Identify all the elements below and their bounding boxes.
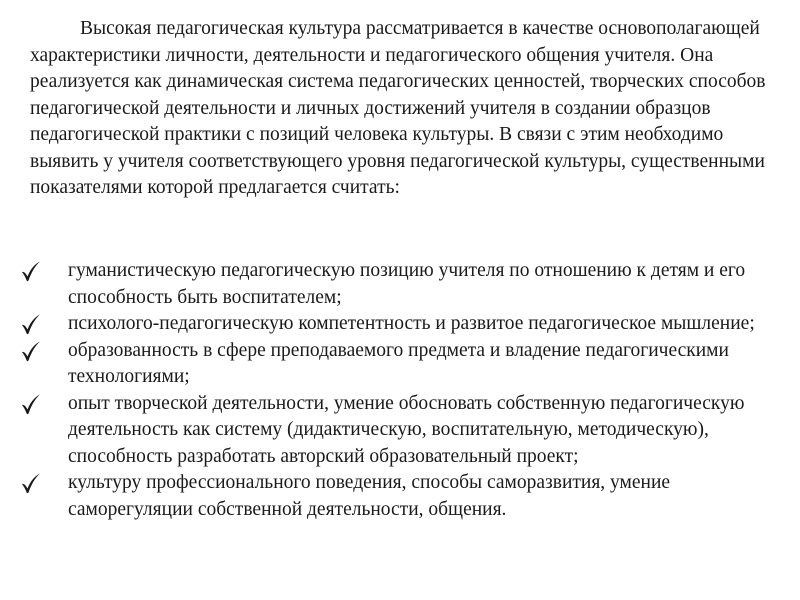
indicator-checklist xyxy=(0,258,800,523)
intro-paragraph: Высокая педагогическая культура рассматривается в качестве основополагающей характеристики личности, деятельности и педагогического общения учителя. Она реализуется как динамическая система педагогических ценностей, творческих способов педагогической деятельности и личных достижений учителя в создании образцов педагогической практики с позиций человека культуры. В связи с этим необходимо выявить у учителя соответствующего уровня педагогической культуры, существенными показателями которой предлагается считать: xyxy=(30,18,766,198)
checklist-item-text: образованность в сфере преподаваемого предмета и владение педагогическими технологиями; xyxy=(68,339,729,387)
checkmark-icon xyxy=(20,392,42,416)
checklist-item-text: психолого-педагогическую компетентность и развитое педагогическое мышление; xyxy=(68,313,755,334)
checklist-item xyxy=(0,258,800,311)
checklist-item xyxy=(0,470,800,523)
checkmark-icon xyxy=(20,259,42,283)
checkmark-icon xyxy=(20,339,42,363)
checklist-item-text: культуру профессионального поведения, способы саморазвития, умение саморегуляции собственной деятельности, общения. xyxy=(68,472,671,520)
checkmark-icon xyxy=(20,312,42,336)
checklist-item xyxy=(0,391,800,471)
checklist-item-text: гуманистическую педагогическую позицию учителя по отношению к детям и его способность быть воспитателем; xyxy=(68,260,746,308)
checklist-item-text: опыт творческой деятельности, умение обосновать собственную педагогическую деятельность как систему (дидактическую, воспитательную, методическую), способность разработать авторский образовательный проект; xyxy=(68,392,745,467)
checklist-item xyxy=(0,338,800,391)
checkmark-icon xyxy=(20,471,42,495)
checklist-item xyxy=(0,311,800,338)
